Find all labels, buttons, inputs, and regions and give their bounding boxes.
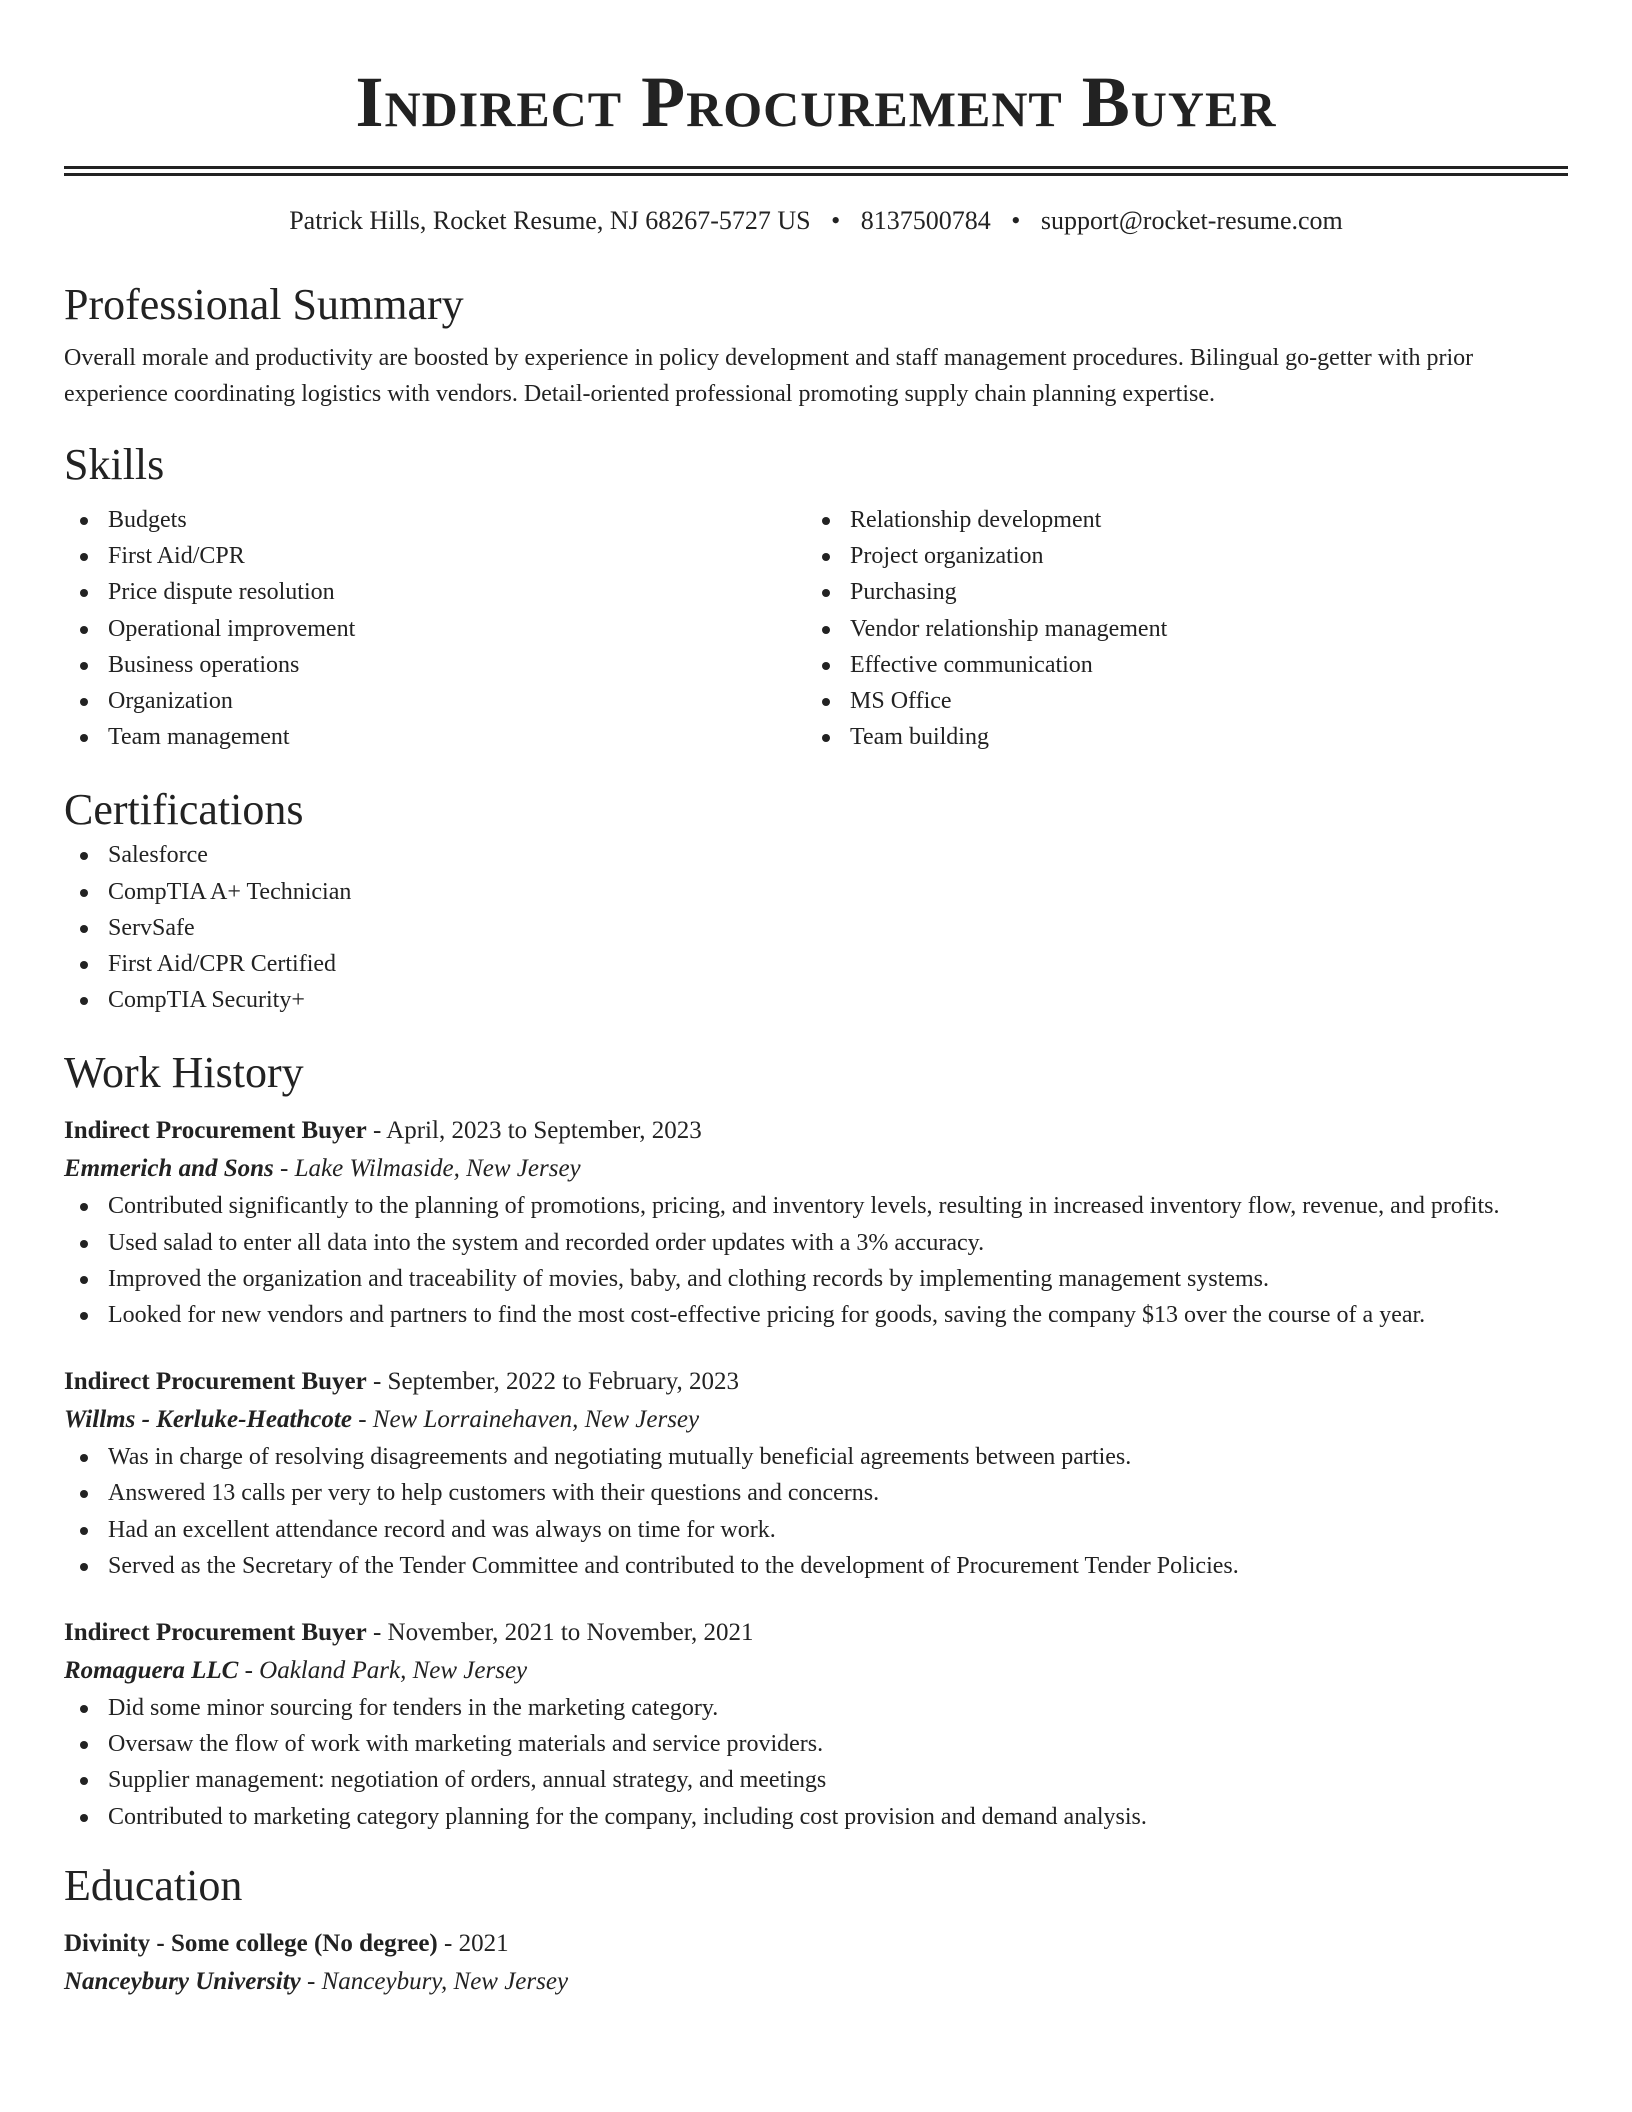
job-location: - Oakland Park, New Jersey	[238, 1657, 528, 1685]
job-company-line	[64, 1401, 1568, 1439]
skills-list-left	[64, 502, 806, 755]
education-school-line	[64, 1963, 1568, 2001]
job-bullet: Did some minor sourcing for tenders in the marketing category.	[64, 1690, 1568, 1726]
education-title-line	[64, 1925, 1568, 1963]
job-bullet: Improved the organization and traceability of movies, baby, and clothing records by implementing management systems.	[64, 1261, 1568, 1297]
job-bullets	[64, 1690, 1568, 1835]
job-title-line	[64, 1614, 1568, 1652]
contact-line	[64, 204, 1568, 238]
skills-list-right	[806, 502, 1548, 755]
work-history-heading: Work History	[64, 1048, 304, 1098]
job-company-line	[64, 1150, 1568, 1188]
skill-item: Project organization	[806, 538, 1548, 574]
skill-item: Budgets	[64, 502, 806, 538]
skill-item: Operational improvement	[64, 611, 806, 647]
job-title: Indirect Procurement Buyer	[64, 1619, 367, 1647]
header-divider	[64, 166, 1568, 176]
job-entry	[64, 1363, 1568, 1584]
skills-heading: Skills	[64, 440, 165, 489]
skill-item: Business operations	[64, 647, 806, 683]
job-entry	[64, 1614, 1568, 1835]
job-dates: - September, 2022 to February, 2023	[366, 1368, 740, 1396]
job-company-line	[64, 1652, 1568, 1690]
skill-item: Vendor relationship management	[806, 611, 1548, 647]
job-bullet: Had an excellent attendance record and was always on time for work.	[64, 1512, 1568, 1548]
page-title: Indirect Procurement Buyer	[355, 62, 1277, 142]
skill-item: First Aid/CPR	[64, 538, 806, 574]
job-location: - New Lorrainehaven, New Jersey	[351, 1406, 700, 1434]
resume-page	[64, 0, 1568, 2001]
certification-item: First Aid/CPR Certified	[64, 946, 1568, 982]
job-entry	[64, 1112, 1568, 1333]
education-heading: Education	[64, 1860, 243, 1910]
job-bullets	[64, 1439, 1568, 1584]
skill-item: Relationship development	[806, 502, 1548, 538]
skills-column-left	[64, 502, 806, 755]
skill-item: Price dispute resolution	[64, 574, 806, 610]
certifications-heading: Certifications	[64, 785, 304, 835]
job-bullet: Contributed significantly to the planning of promotions, pricing, and inventory levels, resulting in increased inventory flow, revenue, and profits.	[64, 1188, 1568, 1224]
job-company: Willms - Kerluke-Heathcote	[64, 1406, 352, 1434]
job-bullet: Oversaw the flow of work with marketing materials and service providers.	[64, 1726, 1568, 1762]
job-title-line	[64, 1363, 1568, 1401]
contact-separator: •	[1011, 206, 1021, 235]
education-degree: Divinity - Some college (No degree)	[64, 1929, 438, 1957]
certification-item: Salesforce	[64, 837, 1568, 873]
education-year: - 2021	[437, 1929, 509, 1957]
contact-address: Patrick Hills, Rocket Resume, NJ 68267-5727 US	[289, 206, 811, 235]
summary-heading: Professional Summary	[64, 280, 464, 329]
job-bullet: Supplier management: negotiation of orders, annual strategy, and meetings	[64, 1762, 1568, 1798]
job-bullet: Was in charge of resolving disagreements and negotiating mutually beneficial agreements between parties.	[64, 1439, 1568, 1475]
contact-email: support@rocket-resume.com	[1040, 206, 1343, 235]
job-location: - Lake Wilmaside, New Jersey	[273, 1155, 581, 1183]
skills-grid	[64, 502, 1568, 755]
skills-column-right	[806, 502, 1548, 755]
job-company: Emmerich and Sons	[64, 1155, 274, 1183]
job-title: Indirect Procurement Buyer	[64, 1117, 367, 1145]
summary-text: Overall morale and productivity are boosted by experience in policy development and staff management procedures. Bilingual go-getter with prior experience coordinating logistics with vendors. Detail-oriented professional promoting supply chain planning expertise.	[64, 345, 1474, 407]
skill-item: MS Office	[806, 683, 1548, 719]
job-bullet: Used salad to enter all data into the system and recorded order updates with a 3% accuracy.	[64, 1225, 1568, 1261]
job-bullet: Served as the Secretary of the Tender Committee and contributed to the development of Procurement Tender Policies.	[64, 1548, 1568, 1584]
job-title-line	[64, 1112, 1568, 1150]
skill-item: Organization	[64, 683, 806, 719]
education-location: - Nanceybury, New Jersey	[300, 1967, 569, 1995]
contact-phone: 8137500784	[860, 206, 991, 235]
job-bullet: Looked for new vendors and partners to find the most cost-effective pricing for goods, saving the company $13 over the course of a year.	[64, 1297, 1568, 1333]
job-title: Indirect Procurement Buyer	[64, 1368, 367, 1396]
job-company: Romaguera LLC	[64, 1657, 239, 1685]
contact-separator: •	[831, 206, 841, 235]
job-bullet: Answered 13 calls per very to help customers with their questions and concerns.	[64, 1475, 1568, 1511]
job-bullets	[64, 1188, 1568, 1333]
certifications-list	[64, 837, 1568, 1018]
job-bullet: Contributed to marketing category planning for the company, including cost provision and demand analysis.	[64, 1799, 1568, 1835]
skill-item: Effective communication	[806, 647, 1548, 683]
skill-item: Purchasing	[806, 574, 1548, 610]
certification-item: CompTIA A+ Technician	[64, 874, 1568, 910]
education-school: Nanceybury University	[64, 1967, 301, 1995]
skill-item: Team management	[64, 719, 806, 755]
certification-item: CompTIA Security+	[64, 982, 1568, 1018]
job-dates: - April, 2023 to September, 2023	[366, 1117, 702, 1145]
job-dates: - November, 2021 to November, 2021	[366, 1619, 754, 1647]
certification-item: ServSafe	[64, 910, 1568, 946]
skill-item: Team building	[806, 719, 1548, 755]
